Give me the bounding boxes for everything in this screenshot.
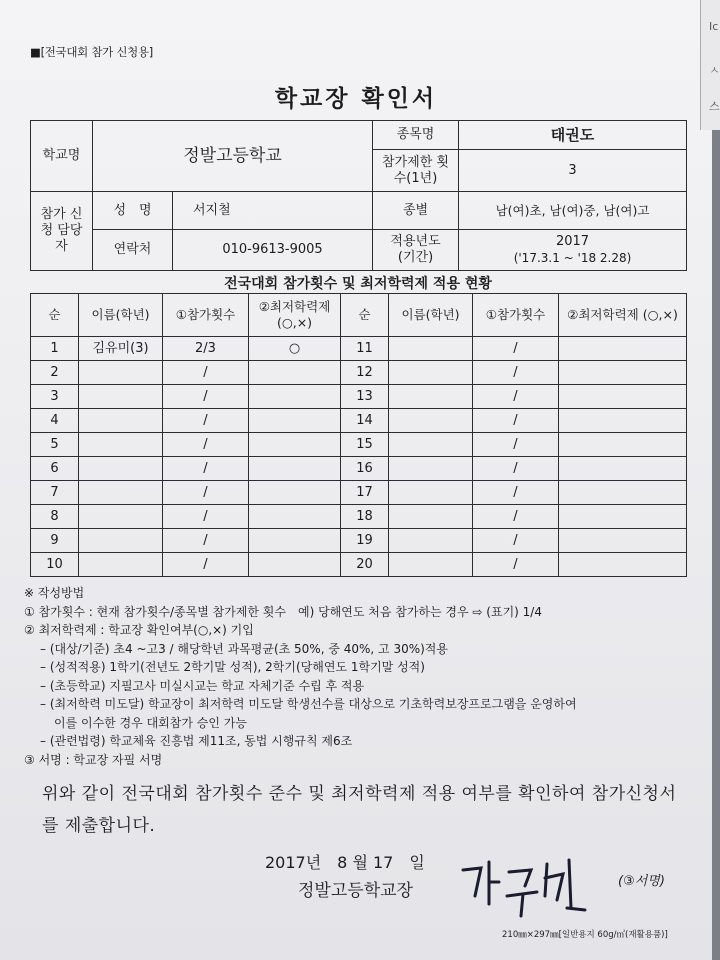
row-number: 3 bbox=[31, 385, 79, 409]
note-line: – (성적적용) 1학기(전년도 2학기말 성적), 2학기(당해연도 1학기말 성적) bbox=[40, 660, 425, 674]
participation-count: / bbox=[473, 433, 559, 457]
year-value: 2017 bbox=[555, 234, 590, 249]
participation-count: / bbox=[473, 409, 559, 433]
student-name bbox=[389, 385, 473, 409]
edge-letter: Ic bbox=[709, 20, 719, 33]
student-name bbox=[79, 553, 163, 577]
minimum-achievement bbox=[249, 481, 341, 505]
student-name bbox=[389, 505, 473, 529]
note-line: ③ 서명 : 학교장 자필 서명 bbox=[24, 752, 163, 767]
row-number: 14 bbox=[341, 409, 389, 433]
participation-count: / bbox=[473, 505, 559, 529]
manager-label: 참가 신청 담당자 bbox=[31, 192, 93, 271]
school-name: 정발고등학교 bbox=[93, 121, 373, 192]
participation-count: / bbox=[163, 529, 249, 553]
participation-count: / bbox=[163, 457, 249, 481]
minimum-achievement bbox=[559, 433, 687, 457]
student-name bbox=[79, 433, 163, 457]
note-line: – (최저학력 미도달) 학교장이 최저학력 미도달 학생선수를 대상으로 기초학력보장프로그램을 운영하여 bbox=[40, 697, 577, 711]
minimum-achievement bbox=[559, 337, 687, 361]
minimum-achievement bbox=[249, 433, 341, 457]
participation-count: / bbox=[163, 385, 249, 409]
category-label: 종별 bbox=[373, 192, 459, 230]
student-name bbox=[389, 553, 473, 577]
minimum-achievement bbox=[249, 361, 341, 385]
row-number: 16 bbox=[341, 457, 389, 481]
participation-count: / bbox=[163, 553, 249, 577]
row-number: 15 bbox=[341, 433, 389, 457]
col-no-header: 순 bbox=[341, 294, 389, 337]
status-section-title: 전국대회 참가횟수 및 최저학력제 적용 현황 bbox=[224, 276, 492, 292]
participation-count: / bbox=[473, 361, 559, 385]
row-number: 10 bbox=[31, 553, 79, 577]
table-row bbox=[31, 337, 687, 361]
row-number: 17 bbox=[341, 481, 389, 505]
minimum-achievement bbox=[559, 481, 687, 505]
signature-stamp-mark: (③서명) bbox=[618, 874, 665, 889]
edge-letter: 스 bbox=[709, 100, 720, 113]
minimum-achievement bbox=[249, 385, 341, 409]
name-label: 성 명 bbox=[93, 192, 173, 230]
table-row bbox=[31, 481, 687, 505]
participation-status-table bbox=[30, 293, 687, 577]
col-name-header: 이름(학년) bbox=[389, 294, 473, 337]
note-line: – (관련법령) 학교체육 진흥법 제11조, 동법 시행규칙 제6조 bbox=[40, 734, 353, 748]
school-info-table bbox=[30, 120, 687, 271]
table-row bbox=[31, 529, 687, 553]
contact-value: 010-9613-9005 bbox=[173, 230, 373, 271]
table-row bbox=[31, 505, 687, 529]
table-row bbox=[31, 409, 687, 433]
paper-spec: 210㎜×297㎜[일반용지 60g/㎡(재활용품)] bbox=[502, 930, 668, 940]
participation-count: / bbox=[473, 337, 559, 361]
row-number: 11 bbox=[341, 337, 389, 361]
student-name bbox=[389, 433, 473, 457]
note-line: ② 최저학력제 : 학교장 확인여부(○,×) 기입 bbox=[24, 623, 254, 637]
table-row bbox=[31, 385, 687, 409]
year-label: 적용년도 (기간) bbox=[373, 230, 459, 271]
row-number: 12 bbox=[341, 361, 389, 385]
student-name bbox=[389, 529, 473, 553]
row-number: 7 bbox=[31, 481, 79, 505]
row-number: 6 bbox=[31, 457, 79, 481]
minimum-achievement bbox=[559, 553, 687, 577]
row-number: 2 bbox=[31, 361, 79, 385]
col-count-header: ①참가횟수 bbox=[473, 294, 559, 337]
minimum-achievement bbox=[559, 409, 687, 433]
contact-label: 연락처 bbox=[93, 230, 173, 271]
edge-letter: ㅅ bbox=[709, 64, 720, 77]
note-line: – (초등학교) 지필고사 미실시교는 학교 자체기준 수립 후 적용 bbox=[40, 678, 365, 693]
category-value: 남(여)초, 남(여)중, 남(여)고 bbox=[459, 192, 687, 230]
student-name bbox=[389, 361, 473, 385]
col-no-header: 순 bbox=[31, 294, 79, 337]
student-name bbox=[389, 409, 473, 433]
minimum-achievement bbox=[559, 361, 687, 385]
row-number: 1 bbox=[31, 337, 79, 361]
sport-value: 태권도 bbox=[459, 121, 687, 150]
minimum-achievement bbox=[249, 505, 341, 529]
closing-statement: 위와 같이 전국대회 참가횟수 준수 및 최저학력제 적용 여부를 확인하여 참가신청서를 제출합니다. bbox=[42, 784, 677, 836]
limit-value: 3 bbox=[459, 150, 687, 192]
table-row bbox=[31, 433, 687, 457]
principal-title: 정발고등학교장 bbox=[298, 881, 413, 901]
note-line: 이를 이수한 경우 대회참가 승인 가능 bbox=[54, 715, 247, 730]
minimum-achievement bbox=[559, 385, 687, 409]
row-number: 4 bbox=[31, 409, 79, 433]
table-header-row bbox=[31, 294, 687, 337]
document-usage-label: ■[전국대회 참가 신청용] bbox=[30, 45, 153, 59]
student-name bbox=[389, 337, 473, 361]
minimum-achievement: ○ bbox=[249, 337, 341, 361]
submission-date: 2017년 8 월 17 일 bbox=[265, 853, 425, 872]
participation-count: / bbox=[163, 409, 249, 433]
participation-count: / bbox=[163, 481, 249, 505]
student-name bbox=[79, 481, 163, 505]
student-name bbox=[79, 457, 163, 481]
student-name bbox=[79, 361, 163, 385]
row-number: 19 bbox=[341, 529, 389, 553]
note-line: – (대상/기준) 초4 ~고3 / 해당학년 과목평균(초 50%, 중 40%, 고 30%)적용 bbox=[40, 641, 448, 656]
participation-count: / bbox=[473, 529, 559, 553]
student-name bbox=[389, 481, 473, 505]
notes-heading: ※ 작성방법 bbox=[24, 586, 85, 600]
row-number: 5 bbox=[31, 433, 79, 457]
participation-count: / bbox=[163, 361, 249, 385]
minimum-achievement bbox=[249, 409, 341, 433]
participation-count: / bbox=[163, 505, 249, 529]
minimum-achievement bbox=[559, 505, 687, 529]
limit-label: 참가제한 횟수(1년) bbox=[373, 150, 459, 192]
col-minimum-header: ②최저학력제 (○,×) bbox=[249, 294, 341, 337]
manager-name: 서지철 bbox=[173, 192, 373, 230]
handwritten-signature bbox=[445, 852, 605, 922]
col-count-header: ①참가횟수 bbox=[163, 294, 249, 337]
participation-count: / bbox=[473, 385, 559, 409]
student-name bbox=[79, 385, 163, 409]
row-number: 8 bbox=[31, 505, 79, 529]
minimum-achievement bbox=[249, 529, 341, 553]
participation-count: / bbox=[473, 457, 559, 481]
participation-count: / bbox=[473, 553, 559, 577]
row-number: 9 bbox=[31, 529, 79, 553]
minimum-achievement bbox=[249, 457, 341, 481]
student-name bbox=[79, 505, 163, 529]
minimum-achievement bbox=[559, 529, 687, 553]
table-row bbox=[31, 553, 687, 577]
student-name: 김유미(3) bbox=[79, 337, 163, 361]
row-number: 20 bbox=[341, 553, 389, 577]
school-label: 학교명 bbox=[31, 121, 93, 192]
minimum-achievement bbox=[559, 457, 687, 481]
year-cell bbox=[459, 230, 687, 271]
student-name bbox=[79, 409, 163, 433]
sport-label: 종목명 bbox=[373, 121, 459, 150]
year-period: ('17.3.1 ~ '18 2.28) bbox=[513, 251, 632, 265]
minimum-achievement bbox=[249, 553, 341, 577]
student-name bbox=[389, 457, 473, 481]
col-minimum-header: ②최저학력제 (○,×) bbox=[559, 294, 687, 337]
col-name-header: 이름(학년) bbox=[79, 294, 163, 337]
row-number: 13 bbox=[341, 385, 389, 409]
writing-instructions bbox=[24, 584, 694, 769]
student-name bbox=[79, 529, 163, 553]
participation-count: / bbox=[473, 481, 559, 505]
table-row bbox=[31, 457, 687, 481]
participation-count: / bbox=[163, 433, 249, 457]
note-line: ① 참가횟수 : 현재 참가횟수/종목별 참가제한 횟수 예) 당해연도 처음 참가하는 경우 ⇨ (표기) 1/4 bbox=[24, 604, 542, 619]
document-title: 학교장 확인서 bbox=[274, 86, 438, 112]
row-number: 18 bbox=[341, 505, 389, 529]
table-row bbox=[31, 361, 687, 385]
participation-count: 2/3 bbox=[163, 337, 249, 361]
